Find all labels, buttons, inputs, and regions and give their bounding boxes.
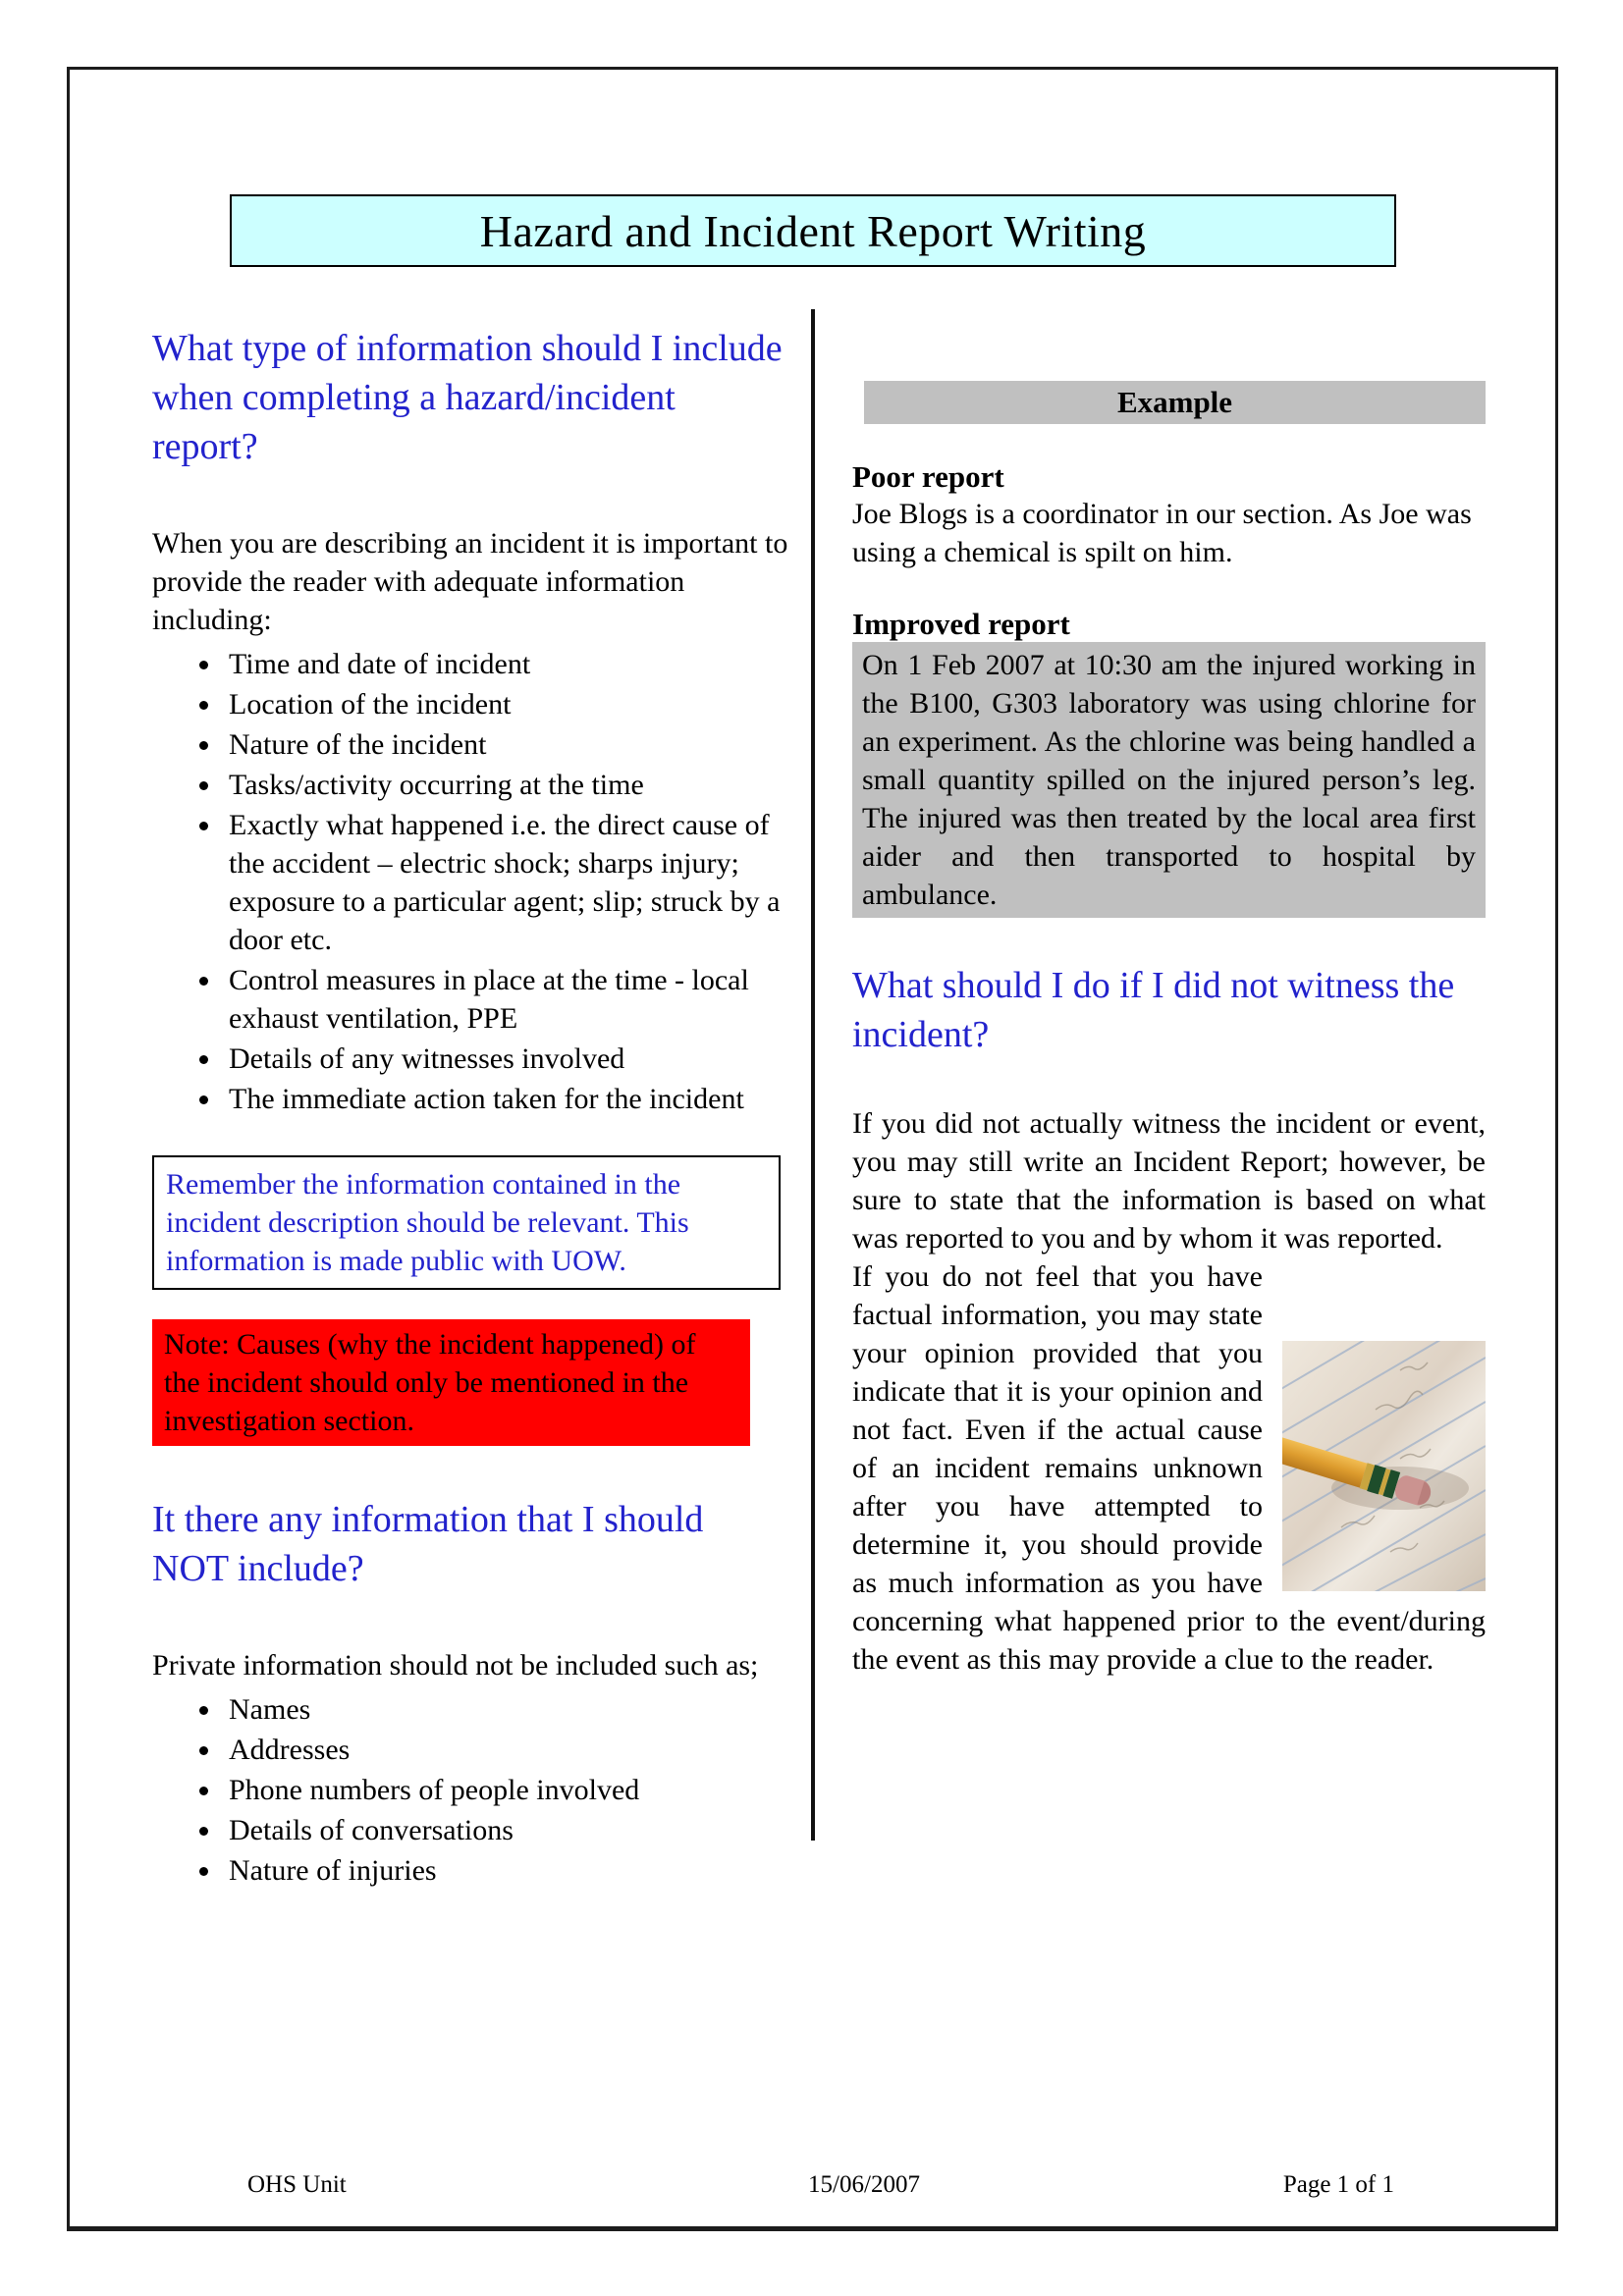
footer-page-number: Page 1 of 1 <box>1282 2171 1394 2198</box>
list-item: • Addresses <box>223 1731 788 1769</box>
list-item: • Tasks/activity occurring at the time <box>223 766 788 804</box>
list-item: • Details of any witnesses involved <box>223 1040 788 1078</box>
list-item: • Control measures in place at the time - local exhaust ventilation, PPE <box>223 961 788 1038</box>
list-item: • Nature of injuries <box>223 1851 788 1890</box>
list-item: • Names <box>223 1690 788 1729</box>
page-footer <box>0 2171 1623 2211</box>
poor-report-text: Joe Blogs is a coordinator in our section. As Joe was using a chemical is spilt on him. <box>852 498 1472 568</box>
poor-report-label: Poor report <box>852 459 1004 494</box>
page-title: Hazard and Incident Report Writing <box>479 205 1147 256</box>
list-item: • Details of conversations <box>223 1811 788 1849</box>
witness-paragraph: If you did not actually witness the incident or event, you may still write an Incident Report; however, be sure to state that the information is based on what was reported to you and by whom it was reported. <box>852 1107 1486 1255</box>
private-info-intro: Private information should not be included such as; <box>152 1649 759 1682</box>
section-heading-include-info: What type of information should I include when completing a hazard/incident report? <box>152 328 783 467</box>
private-info-bullet-list <box>152 1690 788 1890</box>
column-divider <box>811 309 815 1841</box>
section-heading-witness: What should I do if I did not witness the incident? <box>852 965 1455 1055</box>
list-item: • The immediate action taken for the incident <box>223 1080 788 1118</box>
footer-date: 15/06/2007 <box>808 2171 920 2198</box>
list-item: • Exactly what happened i.e. the direct cause of the accident – electric shock; sharps injury; exposure to a particular agent; slip; struck by a door etc. <box>223 806 788 959</box>
right-column <box>852 381 1486 1679</box>
example-header-label: Example <box>1116 385 1233 419</box>
include-info-bullet-list <box>152 645 788 1118</box>
footer-unit: OHS Unit <box>247 2171 347 2198</box>
include-info-intro: When you are describing an incident it is important to provide the reader with adequate information including: <box>152 527 788 636</box>
section-heading-not-include: It there any information that I should NOT include? <box>152 1499 704 1589</box>
example-header-bar <box>864 381 1486 424</box>
pencil-on-paper-photo <box>1282 1341 1486 1591</box>
list-item: • Nature of the incident <box>223 725 788 764</box>
improved-report-label: Improved report <box>852 607 1070 641</box>
improved-report-text: On 1 Feb 2007 at 10:30 am the injured working in the B100, G303 laboratory was using chlorine for an experiment. As the chlorine was being handled a small quantity spilled on the injured person’s leg. The injured was then treated by the local area first aider and then transported to hospital by ambulance. <box>852 642 1486 918</box>
list-item: • Time and date of incident <box>223 645 788 683</box>
left-column <box>152 324 788 1892</box>
causes-warning-box: Note: Causes (why the incident happened) of the incident should only be mentioned in the investigation section. <box>152 1319 750 1446</box>
page-title-banner <box>230 194 1396 267</box>
opinion-paragraph <box>852 1257 1486 1679</box>
list-item: • Phone numbers of people involved <box>223 1771 788 1809</box>
list-item: • Location of the incident <box>223 685 788 723</box>
remember-note-box: Remember the information contained in the incident description should be relevant. This information is made public with UOW. <box>152 1155 781 1290</box>
opinion-paragraph-text: If you do not feel that you have factual information, you may state your opinion provided that you indicate that it is your opinion and not fact. Even if the actual cause of an incident remains unknown after you have attempted to determine it, you should provide as much information as you have concerning what happened prior to the event/during the event as this may provide a clue to the reader. <box>852 1260 1486 1676</box>
